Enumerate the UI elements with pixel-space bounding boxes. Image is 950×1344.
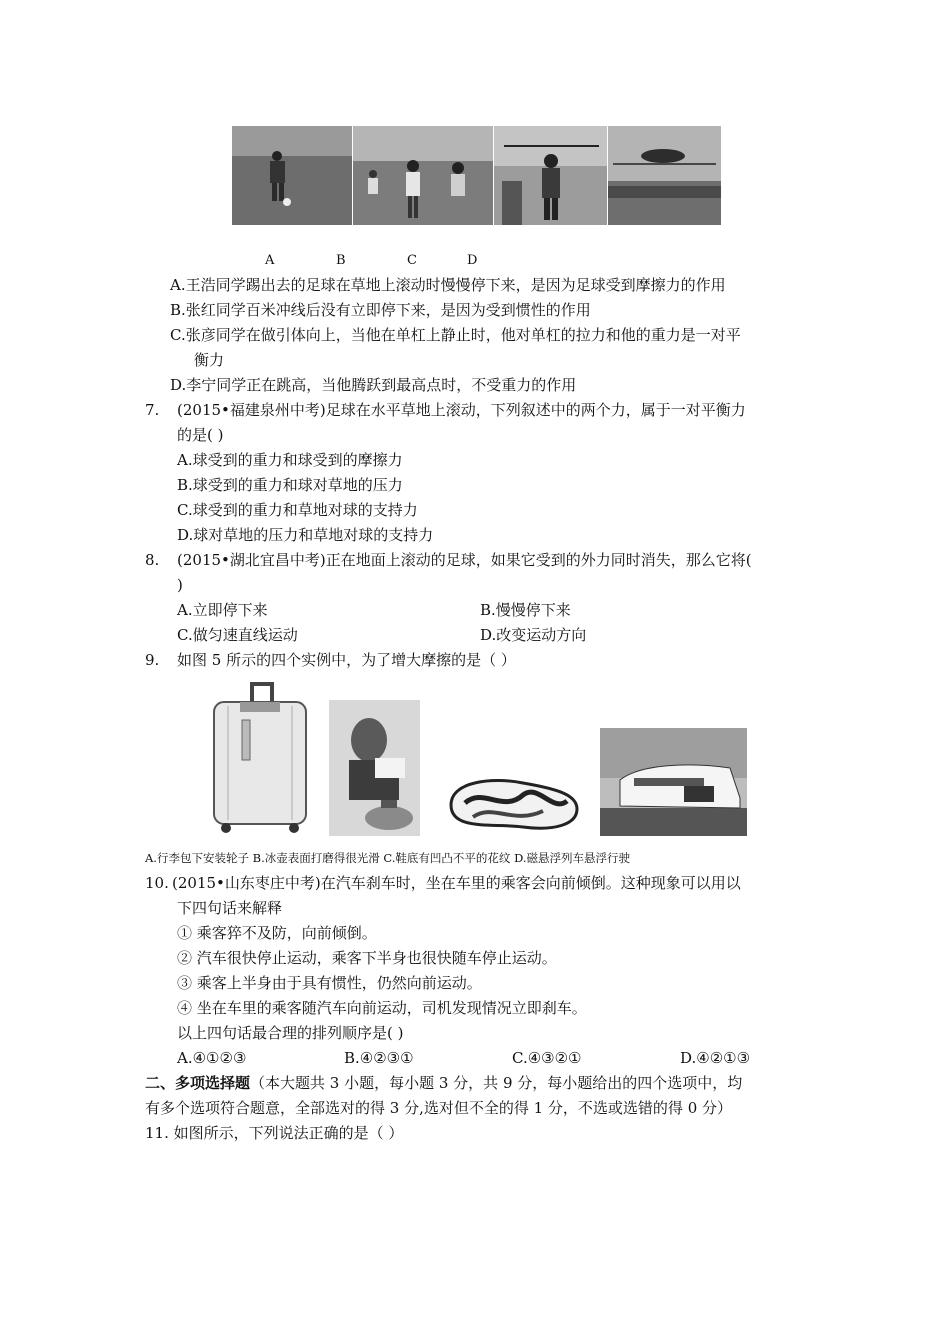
q10-option-b: B.④②③① [344, 1049, 414, 1067]
q7-option-a: A.球受到的重力和球受到的摩擦力 [177, 451, 403, 469]
suitcase-image [208, 680, 310, 836]
q7-option-b: B.球受到的重力和球对草地的压力 [177, 476, 403, 494]
q10-option-d: D.④②①③ [680, 1049, 751, 1067]
sprint-photo [353, 126, 493, 225]
photo-label-b: B [336, 253, 346, 268]
curling-image [329, 700, 420, 836]
pullup-photo [494, 126, 607, 225]
photo-label-a: A [265, 253, 275, 268]
q8-option-c: C.做匀速直线运动 [177, 626, 298, 644]
q10-item-2: ② 汽车很快停止运动，乘客下半身也很快随车停止运动。 [177, 949, 557, 967]
q6-option-d: D.李宁同学正在跳高，当他腾跃到最高点时，不受重力的作用 [170, 376, 577, 394]
soccer-photo [232, 126, 352, 225]
q6-option-b: B.张红同学百米冲线后没有立即停下来，是因为受到惯性的作用 [170, 301, 591, 319]
q6-option-c-cont: 衡力 [194, 351, 225, 369]
q7-stem: (2015•福建泉州中考)足球在水平草地上滚动，下列叙述中的两个力，属于一对平衡力 [177, 401, 746, 419]
q10-option-c: C.④③②① [512, 1049, 582, 1067]
section-2-header [145, 1072, 742, 1094]
q6-option-a: A.王浩同学踢出去的足球在草地上滚动时慢慢停下来，是因为足球受到摩擦力的作用 [170, 276, 726, 294]
shoe-sole-image [443, 773, 580, 836]
q10-option-a: A.④①②③ [177, 1049, 247, 1067]
q9-stem: 如图 5 所示的四个实例中，为了增大摩擦的是（ ） [177, 651, 516, 669]
q7-option-c: C.球受到的重力和草地对球的支持力 [177, 501, 418, 519]
q6-option-c: C.张彦同学在做引体向上，当他在单杠上静止时，他对单杠的拉力和他的重力是一对平 [170, 326, 741, 344]
q8-option-d: D.改变运动方向 [480, 626, 587, 644]
q7-stem-cont: 的是( ) [177, 426, 224, 444]
q8-number: 8. [145, 551, 160, 569]
q7-option-d: D.球对草地的压力和草地对球的支持力 [177, 526, 434, 544]
q10-item-1: ① 乘客猝不及防，向前倾倒。 [177, 924, 377, 942]
q9-caption: A.行李包下安装轮子 B.冰壶表面打磨得很光滑 C.鞋底有凹凸不平的花纹 D.磁悬浮列车悬浮行驶 [145, 851, 631, 865]
q8-option-b: B.慢慢停下来 [480, 601, 571, 619]
q11-stem: 11. 如图所示，下列说法正确的是（ ） [145, 1124, 404, 1142]
high-jump-photo [608, 126, 721, 225]
photo-label-c: C [407, 253, 417, 268]
q10-ask: 以上四句话最合理的排列顺序是( ) [177, 1024, 404, 1042]
q10-item-3: ③ 乘客上半身由于具有惯性，仍然向前运动。 [177, 974, 482, 992]
q10-item-4: ④ 坐在车里的乘客随汽车向前运动，司机发现情况立即刹车。 [177, 999, 587, 1017]
photo-label-d: D [467, 253, 478, 268]
maglev-train-image [600, 728, 747, 836]
section-2-title: 二、多项选择题 [145, 1074, 251, 1092]
q8-stem: (2015•湖北宜昌中考)正在地面上滚动的足球，如果它受到的外力同时消失，那么它将( [177, 551, 752, 569]
section-2-desc: （本大题共 3 小题，每小题 3 分，共 9 分，每小题给出的四个选项中，均 [250, 1074, 743, 1092]
q10-number: 10. [145, 874, 169, 892]
q8-option-a: A.立即停下来 [177, 601, 268, 619]
q10-stem-cont: 下四句话来解释 [177, 899, 283, 917]
q8-stem-cont: ) [177, 576, 183, 594]
q7-number: 7. [145, 401, 160, 419]
q10-stem: (2015•山东枣庄中考)在汽车刹车时，坐在车里的乘客会向前倾倒。这种现象可以用以 [172, 874, 741, 892]
section-2-desc-cont: 有多个选项符合题意，全部选对的得 3 分,选对但不全的得 1 分，不选或选错的得 0 分） [145, 1099, 733, 1117]
q9-number: 9. [145, 651, 160, 669]
